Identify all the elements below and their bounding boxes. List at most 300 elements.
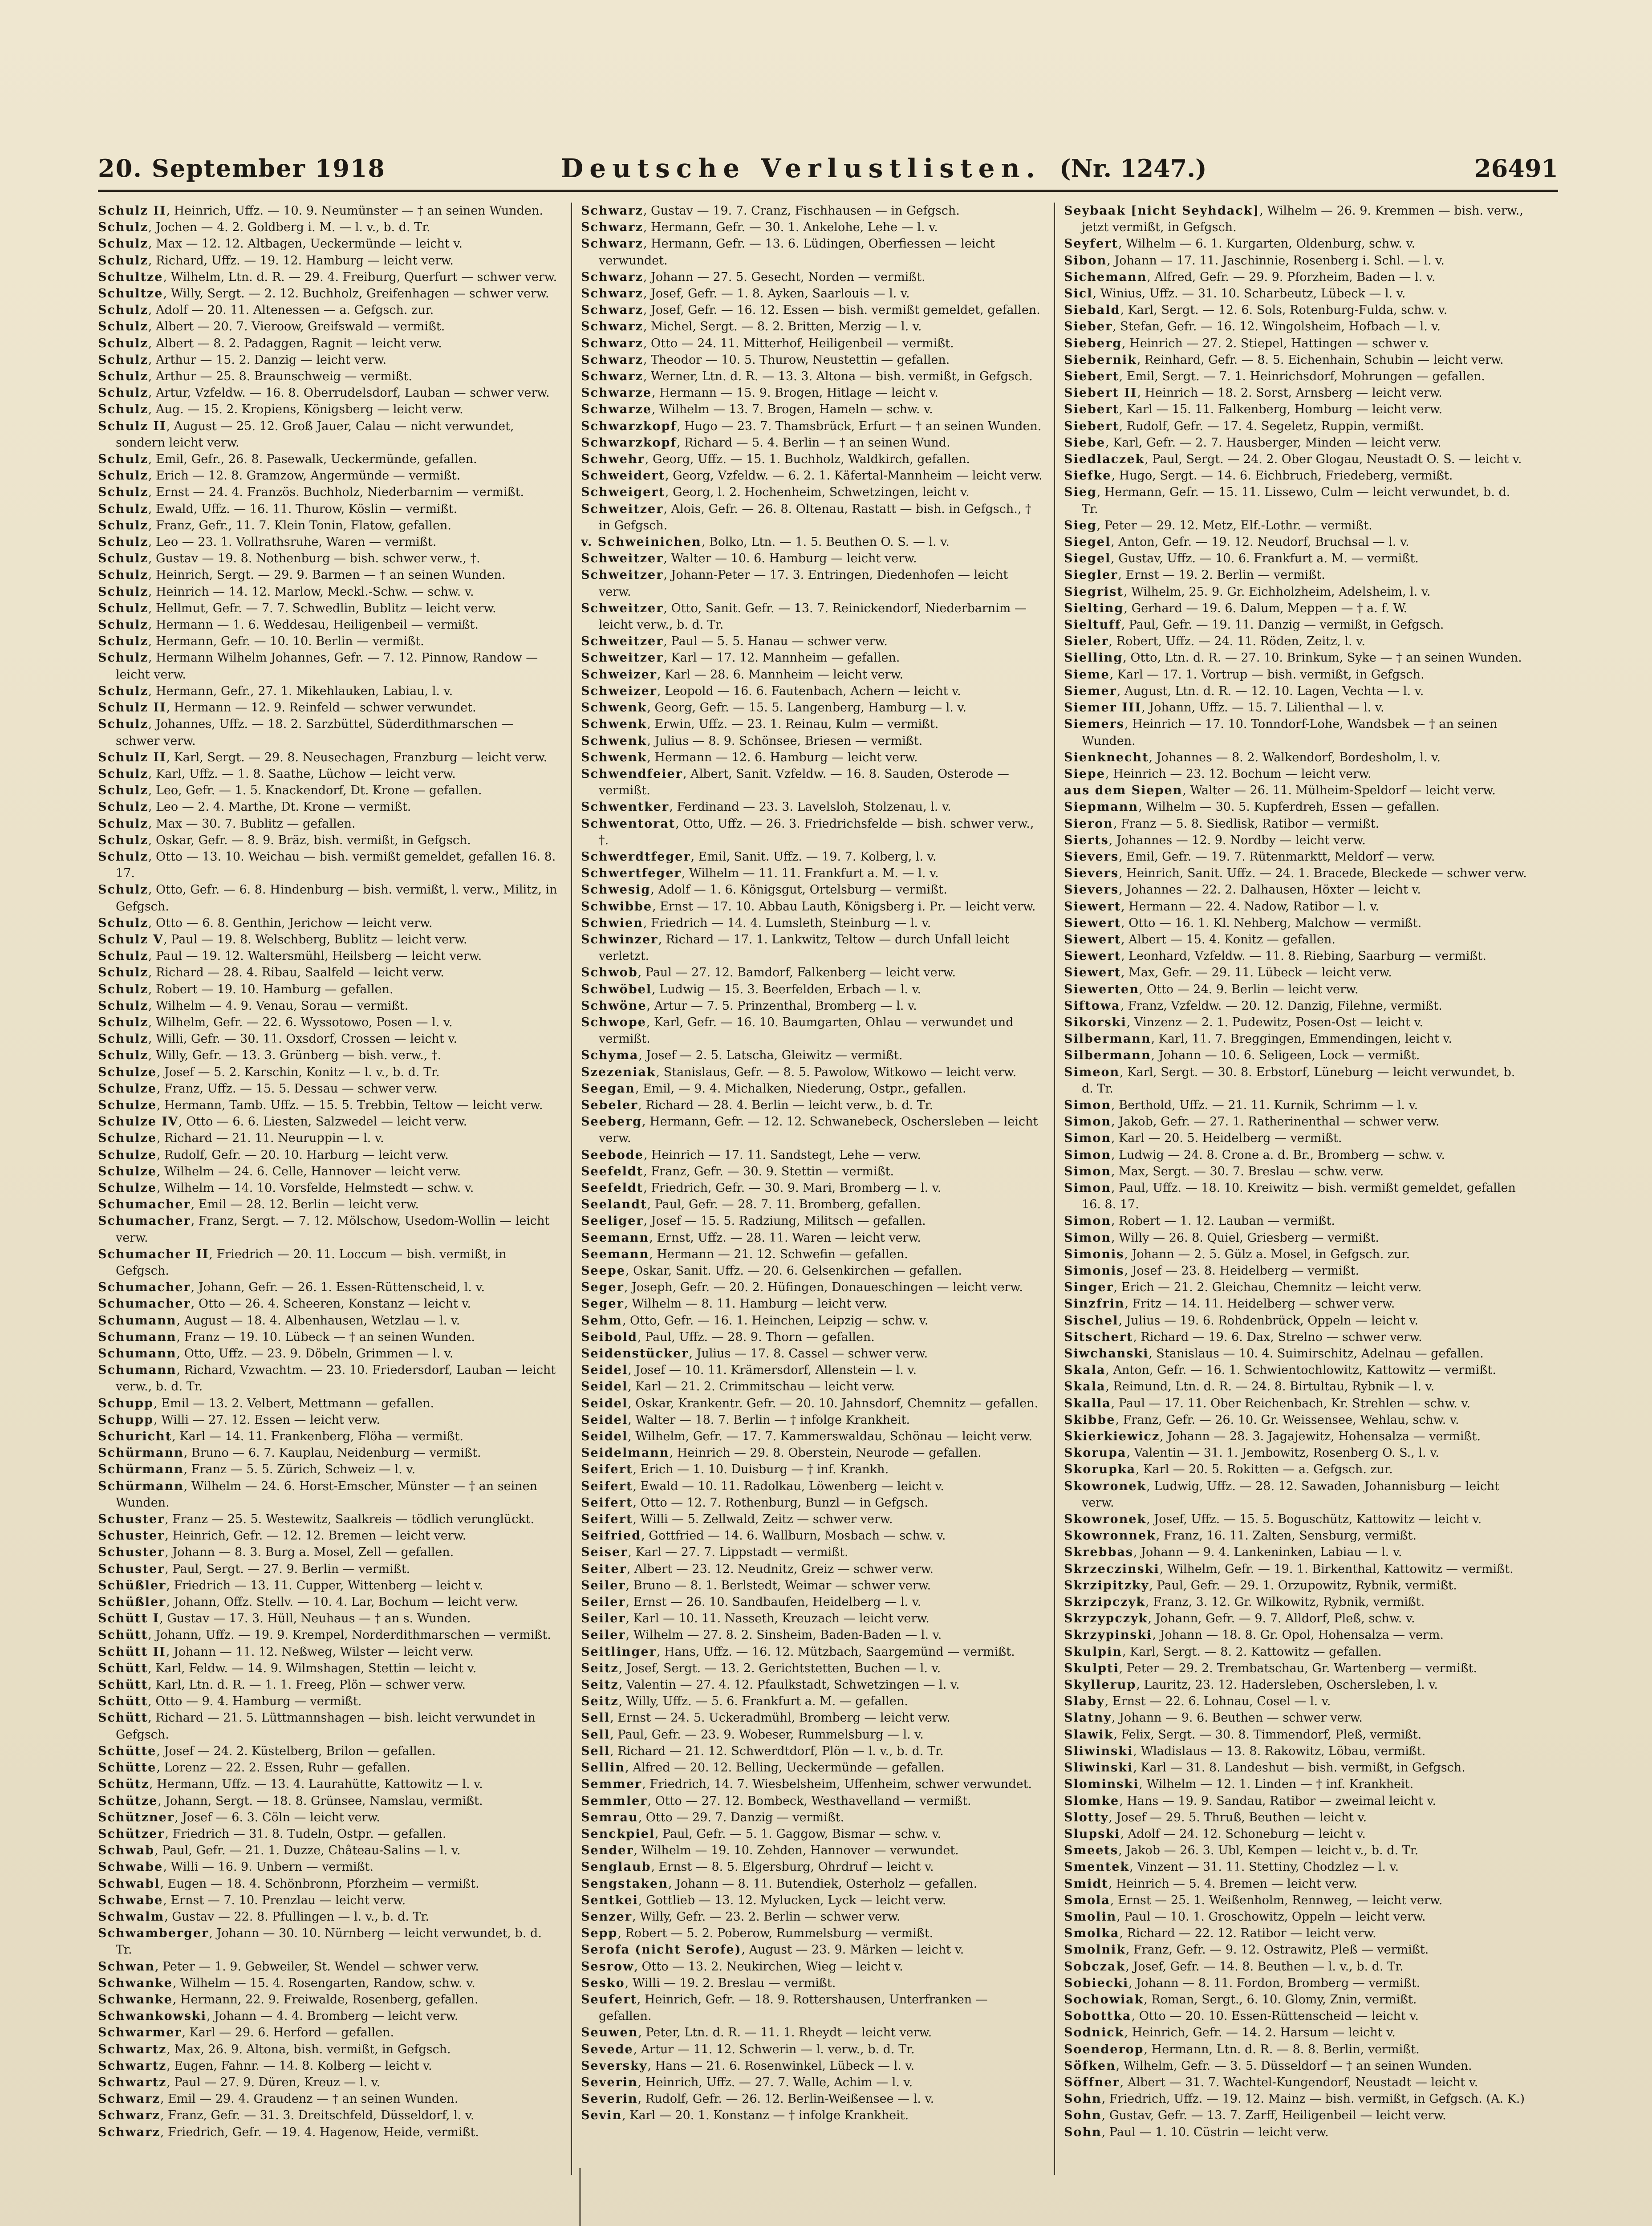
list-entry: Schweitzer, Alois, Gefr. — 26. 8. Oltenau, Rastatt — bish. in Gefgsch., † in Gefgsch.: [581, 502, 1031, 532]
list-entry: Skulpin, Karl, Sergt. — 8. 2. Kattowitz — gefallen.: [1064, 1645, 1382, 1659]
list-entry: Slawik, Felix, Sergt. — 30. 8. Timmendorf, Pleß, vermißt.: [1064, 1727, 1422, 1742]
list-entry: Sobottka, Otto — 20. 10. Essen-Rüttenscheid — leicht v.: [1064, 2009, 1419, 2023]
list-entry: Schuster, Paul, Sergt. — 27. 9. Berlin — vermißt.: [98, 1562, 410, 1576]
entry-surname: Söffner: [1064, 2075, 1120, 2089]
entry-surname: Seifried: [581, 1529, 641, 1543]
entry-surname: Sochowiak: [1064, 1992, 1144, 2007]
entry-surname: Schulz: [98, 485, 148, 500]
entry-surname: Schumacher: [98, 1280, 191, 1295]
list-entry: Schwertfeger, Wilhelm — 11. 11. Frankfurt a. M. — l. v.: [581, 866, 939, 881]
entry-surname: Schwartz: [98, 2042, 167, 2056]
list-entry: Schwan, Peter — 1. 9. Gebweiler, St. Wendel — schwer verw.: [98, 1959, 479, 1974]
entry-surname: Schulz: [98, 684, 148, 698]
entry-surname: Schütte: [98, 1744, 157, 1758]
entry-surname: Sievers: [1064, 849, 1119, 864]
entry-surname: Schulze IV: [98, 1115, 179, 1129]
list-entry: Schütt, Richard — 21. 5. Lüttmannshagen — bish. leicht verwundet in Gefgsch.: [98, 1711, 536, 1742]
entry-surname: Slaby: [1064, 1694, 1105, 1709]
list-entry: Seefeldt, Franz, Gefr. — 30. 9. Stettin — vermißt.: [581, 1164, 894, 1178]
entry-surname: Schwarz: [581, 204, 643, 218]
list-entry: Siewert, Hermann — 22. 4. Nadow, Ratibor — l. v.: [1064, 899, 1380, 914]
list-entry: Sobiecki, Johann — 8. 11. Fordon, Bromberg — vermißt.: [1064, 1976, 1421, 1990]
list-entry: Schweizer, Leopold — 16. 6. Fautenbach, Achern — leicht v.: [581, 684, 961, 698]
list-entry: Schwenk, Georg, Gefr. — 15. 5. Langenberg, Hamburg — l. v.: [581, 701, 967, 715]
entry-surname: Siebe: [1064, 435, 1105, 450]
list-entry: Siwchanski, Stanislaus — 10. 4. Suimirschitz, Adelnau — gefallen.: [1064, 1347, 1484, 1361]
list-entry: Sieme, Karl — 17. 1. Vortrup — bish. vermißt, in Gefgsch.: [1064, 667, 1425, 682]
entry-surname: Schütz: [98, 1777, 150, 1791]
list-entry: Sielting, Gerhard — 19. 6. Dalum, Meppen — † a. f. W.: [1064, 601, 1408, 615]
entry-surname: Schütt II: [98, 1645, 166, 1659]
list-entry: Schulze, Wilhelm — 14. 10. Vorsfelde, Helmstedt — schw. v.: [98, 1181, 474, 1195]
list-entry: Schuster, Johann — 8. 3. Burg a. Mosel, Zell — gefallen.: [98, 1545, 454, 1560]
entry-surname: Siftowa: [1064, 999, 1120, 1013]
list-entry: Schwinzer, Richard — 17. 1. Lankwitz, Teltow — durch Unfall leicht verletzt.: [581, 932, 1010, 963]
list-entry: Sell, Richard — 21. 12. Schwerdtdorf, Plön — l. v., b. d. Tr.: [581, 1744, 944, 1758]
list-entry: Slomke, Hans — 19. 9. Sandau, Ratibor — zweimal leicht v.: [1064, 1794, 1437, 1808]
list-entry: Schwartz, Paul — 27. 9. Düren, Kreuz — l. v.: [98, 2075, 381, 2089]
list-entry: Schulz, Richard, Uffz. — 19. 12. Hamburg — leicht verw.: [98, 253, 454, 268]
list-entry: Schwarzkopf, Hugo — 23. 7. Thamsbrück, Erfurt — † an seinen Wunden.: [581, 419, 1042, 433]
list-entry: Schumacher, Franz, Sergt. — 7. 12. Mölschow, Usedom-Wollin — leicht verw.: [98, 1214, 550, 1245]
entry-surname: Schulz: [98, 982, 148, 996]
list-entry: Schulz, Aug. — 15. 2. Kropiens, Königsberg — leicht verw.: [98, 402, 463, 417]
list-entry: Schulz, Paul — 19. 12. Waltersmühl, Heilsberg — leicht verw.: [98, 949, 482, 963]
list-entry: Schütte, Josef — 24. 2. Küstelberg, Brilon — gefallen.: [98, 1744, 436, 1758]
list-entry: Schütz, Hermann, Uffz. — 13. 4. Laurahütte, Kattowitz — l. v.: [98, 1777, 483, 1791]
entry-surname: Seuwen: [581, 2026, 638, 2040]
list-entry: Schweizer, Karl — 28. 6. Mannheim — leicht verw.: [581, 667, 904, 682]
entry-surname: Schulz: [98, 253, 148, 268]
entry-surname: Sicl: [1064, 287, 1093, 301]
entry-surname: Schulz: [98, 502, 148, 516]
entry-surname: Schwöne: [581, 999, 647, 1013]
list-entry: Schwarz, Franz, Gefr. — 31. 3. Dreitschfeld, Düsseldorf, l. v.: [98, 2108, 475, 2123]
list-entry: Sesko, Willi — 19. 2. Breslau — vermißt.: [581, 1976, 836, 1990]
list-entry: Sieron, Franz — 5. 8. Siedlisk, Ratibor — vermißt.: [1064, 816, 1380, 831]
entry-surname: Schweitzer: [581, 568, 664, 582]
entry-surname: Seifert: [581, 1512, 633, 1527]
entry-surname: Sevede: [581, 2042, 633, 2056]
list-entry: Schulz, Franz, Gefr., 11. 7. Klein Tonin, Flatow, gefallen.: [98, 518, 451, 532]
list-entry: Schwob, Paul — 27. 12. Bamdorf, Falkenberg — leicht verw.: [581, 966, 956, 980]
list-entry: Siewert, Max, Gefr. — 29. 11. Lübeck — leicht verw.: [1064, 966, 1392, 980]
list-entry: Seitz, Valentin — 27. 4. 12. Pfaulkstadt, Schwetzingen — l. v.: [581, 1678, 960, 1692]
entry-surname: Silbermann: [1064, 1048, 1151, 1063]
list-entry: Smeets, Jakob — 26. 3. Ubl, Kempen — leicht v., b. d. Tr.: [1064, 1844, 1419, 1858]
list-entry: Schulz V, Paul — 19. 8. Welschberg, Bublitz — leicht verw.: [98, 932, 467, 946]
entry-surname: Schulz: [98, 618, 148, 632]
entry-surname: Schwamberger: [98, 1926, 209, 1941]
list-entry: Siewert, Leonhard, Vzfeldw. — 11. 8. Riebing, Saarburg — vermißt.: [1064, 949, 1486, 963]
entry-surname: Siewert: [1064, 966, 1121, 980]
entry-surname: Seidel: [581, 1363, 628, 1377]
entry-surname: Schüßler: [98, 1578, 166, 1592]
entry-surname: Siedlaczek: [1064, 452, 1145, 467]
list-entry: Simon, Max, Sergt. — 30. 7. Breslau — schw. verw.: [1064, 1164, 1384, 1178]
entry-surname: Senckpiel: [581, 1827, 655, 1841]
entry-surname: Schweigert: [581, 485, 666, 500]
entry-surname: Schulz: [98, 634, 148, 649]
list-entry: Sevin, Karl — 20. 1. Konstanz — † infolge Krankheit.: [581, 2108, 909, 2123]
list-entry: Sikorski, Vinzenz — 2. 1. Pudewitz, Posen-Ost — leicht v.: [1064, 1015, 1424, 1029]
list-entry: Schürmann, Bruno — 6. 7. Kauplau, Neidenburg — vermißt.: [98, 1446, 481, 1460]
entry-surname: Schwarzkopf: [581, 435, 677, 450]
entry-surname: Schumacher: [98, 1198, 191, 1212]
list-entry: Siebert, Karl — 15. 11. Falkenberg, Homburg — leicht verw.: [1064, 402, 1443, 417]
entry-surname: Sliwinski: [1064, 1761, 1133, 1775]
entry-surname: Seitz: [581, 1694, 619, 1709]
list-entry: Schulze IV, Otto — 6. 6. Liesten, Salzwedel — leicht verw.: [98, 1115, 467, 1129]
list-entry: Seidel, Oskar, Krankentr. Gefr. — 20. 10. Jahnsdorf, Chemnitz — gefallen.: [581, 1396, 1039, 1410]
list-entry: Senzer, Willy, Gefr. — 23. 2. Berlin — schwer verw.: [581, 1909, 901, 1924]
entry-surname: Schuricht: [98, 1430, 172, 1444]
list-entry: Schweigert, Georg, l. 2. Hochenheim, Schwetzingen, leicht v.: [581, 485, 970, 500]
entry-surname: Schwalm: [98, 1909, 165, 1924]
entry-surname: Soenderop: [1064, 2042, 1144, 2056]
list-entry: Schulz, Leo, Gefr. — 1. 5. Knackendorf, Dt. Krone — gefallen.: [98, 784, 482, 798]
entry-surname: Smolka: [1064, 1926, 1120, 1941]
list-entry: Severin, Rudolf, Gefr. — 26. 12. Berlin-Weißensee — l. v.: [581, 2092, 934, 2106]
entry-surname: Sievers: [1064, 883, 1119, 897]
entry-surname: Siewert: [1064, 916, 1121, 930]
entry-surname: Sierts: [1064, 833, 1109, 847]
entry-surname: Seversky: [581, 2059, 648, 2073]
list-entry: Simeon, Karl, Sergt. — 30. 8. Erbstorf, Lüneburg — leicht verwundet, b. d. Tr.: [1064, 1065, 1515, 1096]
list-entry: Seitz, Josef, Sergt. — 13. 2. Gerichtstetten, Buchen — l. v.: [581, 1661, 941, 1675]
entry-surname: Slawik: [1064, 1727, 1114, 1742]
entry-surname: Schulz: [98, 353, 148, 367]
list-entry: Schulz, Otto — 13. 10. Weichau — bish. vermißt gemeldet, gefallen 16. 8. 17.: [98, 849, 556, 881]
column-divider: [1054, 203, 1055, 2175]
list-entry: Schwarmer, Karl — 29. 6. Herford — gefallen.: [98, 2026, 394, 2040]
entry-surname: Schulz: [98, 883, 148, 897]
list-entry: Schwarz, Friedrich, Gefr. — 19. 4. Hagenow, Heide, vermißt.: [98, 2125, 479, 2139]
entry-surname: Sobczak: [1064, 1959, 1126, 1974]
list-entry: Skorupa, Valentin — 31. 1. Jembowitz, Rosenberg O. S., l. v.: [1064, 1446, 1439, 1460]
list-entry: Skrzeczinski, Wilhelm, Gefr. — 19. 1. Birkenthal, Kattowitz — vermißt.: [1064, 1562, 1514, 1576]
list-entry: Seefeldt, Friedrich, Gefr. — 30. 9. Mari, Bromberg — l. v.: [581, 1181, 942, 1195]
list-entry: Sellin, Alfred — 20. 12. Belling, Ueckermünde — gefallen.: [581, 1761, 945, 1775]
entry-surname: Simon: [1064, 1131, 1111, 1145]
entry-surname: Siebald: [1064, 303, 1120, 317]
list-entry: Schulz, Otto, Gefr. — 6. 8. Hindenburg — bish. vermißt, l. verw., Militz, in Gefgsch.: [98, 883, 557, 914]
entry-surname: Schumann: [98, 1347, 177, 1361]
entry-surname: Skalla: [1064, 1396, 1111, 1410]
entry-surname: Schwan: [98, 1959, 155, 1974]
list-entry: Smolnik, Franz, Gefr. — 9. 12. Ostrawitz, Pleß — vermißt.: [1064, 1943, 1429, 1957]
list-entry: Schwarz, Theodor — 10. 5. Thurow, Neustettin — gefallen.: [581, 353, 950, 367]
list-entry: Siepe, Heinrich — 23. 12. Bochum — leicht verw.: [1064, 767, 1372, 781]
list-entry: Schulz, Richard — 28. 4. Ribau, Saalfeld — leicht verw.: [98, 966, 444, 980]
entry-surname: Schulz: [98, 568, 148, 582]
list-entry: Smidt, Heinrich — 5. 4. Bremen — leicht verw.: [1064, 1877, 1357, 1891]
list-entry: Simon, Willy — 26. 8. Quiel, Griesberg — vermißt.: [1064, 1231, 1379, 1245]
entry-surname: Schützner: [98, 1810, 175, 1824]
list-entry: Sebeler, Richard — 28. 4. Berlin — leicht verw., b. d. Tr.: [581, 1098, 934, 1112]
entry-surname: Schwentker: [581, 800, 670, 814]
list-entry: Schuster, Franz — 25. 5. Westewitz, Saalkreis — tödlich verunglückt.: [98, 1512, 535, 1527]
list-entry: Simon, Berthold, Uffz. — 21. 11. Kurnik, Schrimm — l. v.: [1064, 1098, 1418, 1112]
entry-surname: Siegel: [1064, 552, 1111, 566]
list-entry: Schütt, Karl, Ltn. d. R. — 1. 1. Freeg, Plön — schwer verw.: [98, 1678, 466, 1692]
list-entry: Schwien, Friedrich — 14. 4. Lumsleth, Steinburg — l. v.: [581, 916, 931, 930]
entry-surname: Schwarz: [581, 237, 643, 251]
entry-surname: Schützer: [98, 1827, 165, 1841]
entry-surname: Simonis: [1064, 1264, 1124, 1278]
entry-surname: Siebernik: [1064, 353, 1137, 367]
list-entry: Smolka, Richard — 22. 12. Ratibor — leicht verw.: [1064, 1926, 1376, 1941]
list-entry: Schumacher II, Friedrich — 20. 11. Loccum — bish. vermißt, in Gefgsch.: [98, 1247, 507, 1278]
entry-surname: Silbermann: [1064, 1032, 1151, 1046]
list-entry: Schulz, Gustav — 19. 8. Nothenburg — bish. schwer verw., †.: [98, 552, 480, 566]
list-entry: Schwarz, Otto — 24. 11. Mitterhof, Heiligenbeil — vermißt.: [581, 336, 954, 350]
entry-surname: Schulz: [98, 402, 148, 417]
entry-surname: Schupp: [98, 1396, 154, 1410]
entry-surname: Seger: [581, 1297, 624, 1311]
list-entry: Seidel, Wilhelm, Gefr. — 17. 7. Kammerswaldau, Schönau — leicht verw.: [581, 1430, 1032, 1444]
entry-surname: Slotty: [1064, 1810, 1109, 1824]
entry-surname: Seidel: [581, 1430, 628, 1444]
entry-surname: Schulz: [98, 916, 148, 930]
entry-surname: Seemann: [581, 1247, 649, 1261]
list-entry: Siegler, Ernst — 19. 2. Berlin — vermißt.: [1064, 568, 1325, 582]
list-entry: Seidelmann, Heinrich — 29. 8. Oberstein, Neurode — gefallen.: [581, 1446, 982, 1460]
entry-surname: Sentkei: [581, 1893, 638, 1907]
list-entry: Siebert II, Heinrich — 18. 2. Sorst, Arnsberg — leicht verw.: [1064, 386, 1442, 400]
entry-surname: Skrzipitzky: [1064, 1578, 1149, 1592]
list-entry: Seitlinger, Hans, Uffz. — 16. 12. Mützbach, Saargemünd — vermißt.: [581, 1645, 1015, 1659]
list-entry: Schwarzkopf, Richard — 5. 4. Berlin — † an seinen Wund.: [581, 435, 950, 450]
masthead: [98, 150, 1558, 192]
list-entry: Siebert, Emil, Sergt. — 7. 1. Heinrichsdorf, Mohrungen — gefallen.: [1064, 370, 1486, 384]
entry-surname: Schulze: [98, 1131, 157, 1145]
entry-surname: Schulz: [98, 237, 148, 251]
entry-surname: Schüßler: [98, 1595, 166, 1609]
list-entry: Schwanke, Hermann, 22. 9. Freiwalde, Rosenberg, gefallen.: [98, 1992, 479, 2007]
entry-surname: Schumann: [98, 1363, 177, 1377]
list-entry: Sehm, Otto, Gefr. — 16. 1. Heinchen, Leipzig — schw. v.: [581, 1313, 929, 1328]
entry-surname: Skrzypinski: [1064, 1628, 1153, 1642]
entry-surname: Skowronek: [1064, 1512, 1147, 1527]
entry-surname: Sikorski: [1064, 1015, 1127, 1029]
list-entry: Schütt, Johann, Uffz. — 19. 9. Krempel, Norderdithmarschen — vermißt.: [98, 1628, 551, 1642]
entry-surname: Smola: [1064, 1893, 1110, 1907]
list-entry: Schweitzer, Karl — 17. 12. Mannheim — gefallen.: [581, 651, 900, 665]
entry-surname: Siefke: [1064, 469, 1112, 483]
entry-surname: Schwarz: [581, 370, 643, 384]
entry-surname: Schwenk: [581, 734, 647, 748]
list-entry: Seidenstücker, Julius — 17. 8. Cassel — schwer verw.: [581, 1347, 928, 1361]
list-entry: Schwentker, Ferdinand — 23. 3. Lavelsloh, Stolzenau, l. v.: [581, 800, 951, 814]
entry-surname: Seidel: [581, 1396, 628, 1410]
entry-surname: Seegan: [581, 1081, 635, 1096]
entry-surname: Szezeniak: [581, 1065, 656, 1079]
entry-surname: Schweitzer: [581, 502, 664, 516]
entry-surname: Schwendfeier: [581, 767, 683, 781]
entry-surname: Sielting: [1064, 601, 1124, 615]
entry-surname: Schütt I: [98, 1612, 160, 1626]
list-entry: Schüßler, Friedrich — 13. 11. Cupper, Wittenberg — leicht v.: [98, 1578, 483, 1592]
list-entry: Schweitzer, Walter — 10. 6. Hamburg — leicht verw.: [581, 552, 917, 566]
entry-surname: Schulz: [98, 220, 148, 235]
list-entry: Schwibbe, Ernst — 17. 10. Abbau Lauth, Königsberg i. Pr. — leicht verw.: [581, 899, 1036, 914]
entry-surname: Schulz: [98, 469, 148, 483]
entry-surname: v. Schweinichen: [581, 535, 702, 549]
list-entry: Siebe, Karl, Gefr. — 2. 7. Hausberger, Minden — leicht verw.: [1064, 435, 1441, 450]
list-entry: Siemer, August, Ltn. d. R. — 12. 10. Lagen, Vechta — l. v.: [1064, 684, 1424, 698]
list-entry: Seifert, Erich — 1. 10. Duisburg — † inf. Krankh.: [581, 1462, 889, 1477]
entry-surname: Schwankowski: [98, 2009, 207, 2023]
list-entry: Silbermann, Johann — 10. 6. Seligeen, Lock — vermißt.: [1064, 1048, 1420, 1063]
list-entry: Sieg, Peter — 29. 12. Metz, Elf.-Lothr. — vermißt.: [1064, 518, 1372, 532]
entry-surname: Schumacher: [98, 1297, 191, 1311]
entry-surname: Schultze: [98, 270, 163, 284]
entry-surname: Seitz: [581, 1661, 619, 1675]
entry-surname: Siegel: [1064, 535, 1111, 549]
list-entry: Schulz, Erich — 12. 8. Gramzow, Angermünde — vermißt.: [98, 469, 461, 483]
list-entry: Seiser, Karl — 27. 7. Lippstadt — vermißt.: [581, 1545, 848, 1560]
list-entry: Skowronek, Ludwig, Uffz. — 28. 12. Sawaden, Johannisburg — leicht verw.: [1064, 1479, 1500, 1510]
entry-surname: Schulz: [98, 1032, 148, 1046]
entry-surname: Sodnick: [1064, 2026, 1124, 2040]
entry-surname: Schyma: [581, 1048, 639, 1063]
list-entry: Schuster, Heinrich, Gefr. — 12. 12. Bremen — leicht verw.: [98, 1529, 467, 1543]
list-entry: Siegel, Gustav, Uffz. — 10. 6. Frankfurt a. M. — vermißt.: [1064, 552, 1419, 566]
list-entry: Sienknecht, Johannes — 8. 2. Walkendorf, Bordesholm, l. v.: [1064, 750, 1441, 764]
entry-surname: Skyllerup: [1064, 1678, 1137, 1692]
list-entry: Siftowa, Franz, Vzfeldw. — 20. 12. Danzig, Filehne, vermißt.: [1064, 999, 1442, 1013]
entry-surname: Siegler: [1064, 568, 1118, 582]
entry-surname: Schwentorat: [581, 816, 676, 831]
list-entry: Seiler, Bruno — 8. 1. Berlstedt, Weimar — schwer verw.: [581, 1578, 931, 1592]
list-entry: Schützner, Josef — 6. 3. Cöln — leicht verw.: [98, 1810, 380, 1824]
list-entry: Seybaak [nicht Seyhdack], Wilhelm — 26. 9. Kremmen — bish. verw., jetzt vermißt, in Gefgsch.: [1064, 204, 1523, 235]
list-entry: Schwentorat, Otto, Uffz. — 26. 3. Friedrichsfelde — bish. schwer verw., †.: [581, 816, 1034, 847]
entry-surname: Seidelmann: [581, 1446, 670, 1460]
list-entry: Schulz, Willy, Gefr. — 13. 3. Grünberg — bish. verw., †.: [98, 1048, 442, 1063]
column-3: [1064, 203, 1527, 2166]
entry-surname: Schulz II: [98, 419, 166, 433]
list-entry: Senckpiel, Paul, Gefr. — 5. 1. Gaggow, Bismar — schw. v.: [581, 1827, 942, 1841]
list-entry: Schürmann, Franz — 5. 5. Zürich, Schweiz — l. v.: [98, 1462, 416, 1477]
list-entry: Sichemann, Alfred, Gefr. — 29. 9. Pforzheim, Baden — l. v.: [1064, 270, 1436, 284]
list-entry: Schulz, Arthur — 25. 8. Braunschweig — vermißt.: [98, 370, 412, 384]
entry-surname: Schwob: [581, 966, 638, 980]
list-entry: Sliwinski, Karl — 31. 8. Landeshut — bish. vermißt, in Gefgsch.: [1064, 1761, 1465, 1775]
entry-surname: Seiler: [581, 1612, 626, 1626]
column-divider: [571, 203, 572, 2175]
list-entry: Silbermann, Karl, 11. 7. Breggingen, Emmendingen, leicht v.: [1064, 1032, 1452, 1046]
entry-surname: Schütt: [98, 1628, 148, 1642]
list-entry: Sohn, Paul — 1. 10. Cüstrin — leicht verw.: [1064, 2125, 1329, 2139]
entry-surname: Schulz V: [98, 932, 164, 946]
entry-surname: Schulz II: [98, 204, 166, 218]
entry-surname: Skulpin: [1064, 1645, 1122, 1659]
list-entry: Slominski, Wilhelm — 12. 1. Linden — † inf. Krankheit.: [1064, 1777, 1414, 1791]
entry-surname: Schulz: [98, 336, 148, 350]
list-entry: Schulz II, Hermann — 12. 9. Reinfeld — schwer verwundet.: [98, 701, 476, 715]
list-entry: Sevede, Artur — 11. 12. Schwerin — l. verw., b. d. Tr.: [581, 2042, 915, 2056]
entry-surname: Sitschert: [1064, 1330, 1133, 1344]
entry-surname: Singer: [1064, 1280, 1114, 1295]
list-entry: Sieberg, Heinrich — 27. 2. Stiepel, Hattingen — schwer v.: [1064, 336, 1429, 350]
entry-surname: Schulz: [98, 966, 148, 980]
list-entry: Severin, Heinrich, Uffz. — 27. 7. Walle, Achim — l. v.: [581, 2075, 913, 2089]
list-entry: Szezeniak, Stanislaus, Gefr. — 8. 5. Pawolow, Witkowo — leicht verw.: [581, 1065, 1017, 1079]
list-entry: Siefke, Hugo, Sergt. — 14. 6. Eichbruch, Friedeberg, vermißt.: [1064, 469, 1453, 483]
entry-surname: Sohn: [1064, 2108, 1102, 2123]
entry-surname: Schulz: [98, 767, 148, 781]
entry-surname: Semmer: [581, 1777, 642, 1791]
list-entry: Schwendfeier, Albert, Sanit. Vzfeldw. — 16. 8. Sauden, Osterode — vermißt.: [581, 767, 1009, 798]
list-entry: Siedlaczek, Paul, Sergt. — 24. 2. Ober Glogau, Neustadt O. S. — leicht v.: [1064, 452, 1522, 467]
list-entry: Schulze, Josef — 5. 2. Karschin, Konitz — l. v., b. d. Tr.: [98, 1065, 440, 1079]
list-entry: Sell, Paul, Gefr. — 23. 9. Wobeser, Rummelsburg — l. v.: [581, 1727, 924, 1742]
list-entry: Seitz, Willy, Uffz. — 5. 6. Frankfurt a. M. — gefallen.: [581, 1694, 908, 1709]
list-entry: Sibon, Johann — 17. 11. Jaschinnie, Rosenberg i. Schl. — l. v.: [1064, 253, 1445, 268]
entry-surname: Schwabl: [98, 1877, 160, 1891]
list-entry: Schulz, Oskar, Gefr. — 8. 9. Bräz, bish. vermißt, in Gefgsch.: [98, 833, 471, 847]
entry-surname: Sievers: [1064, 866, 1119, 881]
entry-surname: Siewerten: [1064, 982, 1139, 996]
entry-surname: Schwarze: [581, 402, 652, 417]
entry-surname: Schulz: [98, 535, 148, 549]
entry-surname: Sielling: [1064, 651, 1123, 665]
list-entry: Schumacher, Emil — 28. 12. Berlin — leicht verw.: [98, 1198, 419, 1212]
list-entry: Schwabl, Eugen — 18. 4. Schönbronn, Pforzheim — vermißt.: [98, 1877, 479, 1891]
entry-surname: Slupski: [1064, 1827, 1120, 1841]
list-entry: Schwehr, Georg, Uffz. — 15. 1. Buchholz, Waldkirch, gefallen.: [581, 452, 970, 467]
entry-surname: Schweitzer: [581, 634, 664, 649]
list-entry: Schwarze, Hermann — 15. 9. Brogen, Hitlage — leicht v.: [581, 386, 938, 400]
list-entry: Simon, Jakob, Gefr. — 27. 1. Ratherinenthal — schwer verw.: [1064, 1115, 1440, 1129]
entry-surname: Sieler: [1064, 634, 1109, 649]
list-entry: Skalla, Paul — 17. 11. Ober Reichenbach, Kr. Strehlen — schw. v.: [1064, 1396, 1471, 1410]
entry-surname: Schwanke: [98, 1992, 173, 2007]
entry-surname: Schwartz: [98, 2075, 167, 2089]
list-entry: Schweitzer, Otto, Sanit. Gefr. — 13. 7. Reinickendorf, Niederbarnim — leicht verw., b. d. Tr.: [581, 601, 1027, 632]
list-entry: Seiler, Karl — 10. 11. Nasseth, Kreuzach — leicht verw.: [581, 1612, 930, 1626]
entry-surname: Sieme: [1064, 667, 1110, 682]
list-entry: Seidel, Karl — 21. 2. Crimmitschau — leicht verw.: [581, 1380, 895, 1394]
entry-surname: Siepe: [1064, 767, 1105, 781]
entry-surname: Smolin: [1064, 1909, 1117, 1924]
list-entry: Schupp, Emil — 13. 2. Velbert, Mettmann — gefallen.: [98, 1396, 434, 1410]
list-entry: Schütt, Karl, Feldw. — 14. 9. Wilmshagen, Stettin — leicht v.: [98, 1661, 477, 1675]
entry-surname: Skibbe: [1064, 1413, 1116, 1427]
entry-surname: Skala: [1064, 1380, 1106, 1394]
entry-surname: Schwerdtfeger: [581, 849, 691, 864]
list-entry: Siegel, Anton, Gefr. — 19. 12. Neudorf, Bruchsal — l. v.: [1064, 535, 1409, 549]
list-entry: Schwartz, Max, 26. 9. Altona, bish. vermißt, in Gefgsch.: [98, 2042, 451, 2056]
list-entry: Schwarz, Johann — 27. 5. Gesecht, Norden — vermißt.: [581, 270, 925, 284]
list-entry: Schulz, Max — 12. 12. Altbagen, Ueckermünde — leicht v.: [98, 237, 463, 251]
entry-surname: Schürmann: [98, 1462, 184, 1477]
entry-surname: Siemers: [1064, 717, 1125, 731]
list-entry: Siewert, Otto — 16. 1. Kl. Nehberg, Malchow — vermißt.: [1064, 916, 1422, 930]
list-entry: Schwarze, Wilhelm — 13. 7. Brogen, Hameln — schw. v.: [581, 402, 933, 417]
entry-surname: Schulz: [98, 518, 148, 532]
list-entry: Semmler, Otto — 27. 12. Bombeck, Westhavelland — vermißt.: [581, 1794, 971, 1808]
entry-surname: Schumacher II: [98, 1247, 209, 1261]
list-entry: Skrzypczyk, Johann, Gefr. — 9. 7. Alldorf, Pleß, schw. v.: [1064, 1612, 1415, 1626]
entry-surname: Seybaak [nicht Seyhdack]: [1064, 204, 1260, 218]
entry-surname: Schwarz: [581, 353, 643, 367]
list-entry: Söfken, Wilhelm, Gefr. — 3. 5. Düsseldorf — † an seinen Wunden.: [1064, 2059, 1472, 2073]
list-entry: Sieler, Robert, Uffz. — 24. 11. Röden, Zeitz, l. v.: [1064, 634, 1365, 649]
entry-surname: Skulpti: [1064, 1661, 1119, 1675]
